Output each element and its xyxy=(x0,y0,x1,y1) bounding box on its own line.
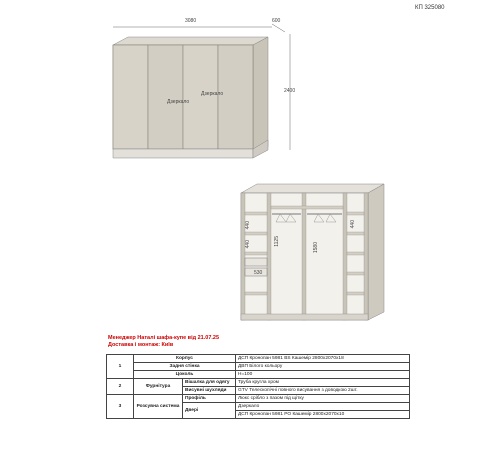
width-dimension-label: 3080 xyxy=(185,18,197,24)
height-dimension-label: 2400 xyxy=(284,88,296,94)
row-number: 3 xyxy=(107,395,134,419)
interior-dim-mid-1: 1125 xyxy=(274,236,280,247)
interior-dim-bottom: 530 xyxy=(254,270,263,276)
interior-dim-right-1: 1580 xyxy=(313,242,319,254)
table-row xyxy=(107,355,410,363)
row-number: 2 xyxy=(107,379,134,395)
row-value: Труба кругла хром xyxy=(236,379,410,387)
door-label-mirror-2: Дзеркало xyxy=(201,91,224,97)
depth-dimension-label: 600 xyxy=(272,18,281,24)
row-item: Висувні шухляди xyxy=(183,387,236,395)
table-row xyxy=(107,395,410,403)
row-value: GTV Телескопічні повного висування з доводкою 2шт. xyxy=(236,387,410,395)
row-group: Розсувна система xyxy=(134,395,183,419)
row-item: Вішалка для одягу xyxy=(183,379,236,387)
row-number: 1 xyxy=(107,355,134,379)
manager-note: Менеджер Наталі шафа-купе від 21.07.25 xyxy=(108,335,220,341)
row-value: Дзеркало xyxy=(236,403,410,411)
row-group: Фурнітура xyxy=(134,379,183,395)
row-value: H=100 xyxy=(236,371,410,379)
row-item: Двері xyxy=(183,403,236,419)
table-row xyxy=(107,371,410,379)
interior-dim-left-2: 440 xyxy=(245,240,251,249)
row-item: Профіль xyxy=(183,395,236,403)
specification-table xyxy=(106,354,410,419)
delivery-note: Доставка і монтаж: Київ xyxy=(108,342,174,348)
interior-dim-right-2: 440 xyxy=(350,220,356,229)
door-label-mirror-1: Дзеркало xyxy=(167,99,190,105)
interior-dim-left-1: 440 xyxy=(245,221,251,230)
row-value: ДВП Білого кольору xyxy=(236,363,410,371)
table-row xyxy=(107,379,410,387)
drawer-1 xyxy=(245,258,267,266)
row-value: ДСП Кронопан 5981 BS Кашемір 2800х2070х18 xyxy=(236,355,410,363)
row-group: Цоколь xyxy=(134,371,236,379)
project-code: КП 325080 xyxy=(415,5,445,11)
row-value: ДСП Кронопан 5981 PO Кашемір 2800х2070х10 xyxy=(236,411,410,419)
row-value: Люкс срібло з пазом під щітку xyxy=(236,395,410,403)
row-group: Корпус xyxy=(134,355,236,363)
row-group: Задня стінка xyxy=(134,363,236,371)
table-row xyxy=(107,363,410,371)
